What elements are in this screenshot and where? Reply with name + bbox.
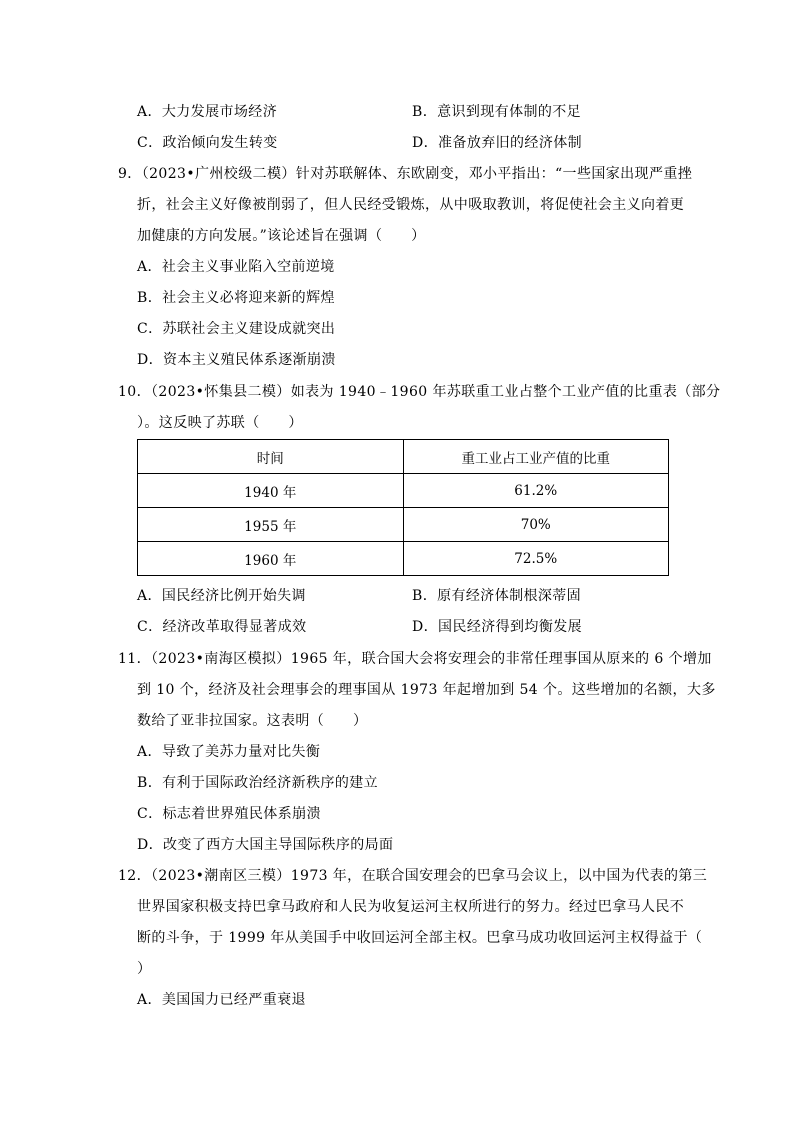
q11-option-b: B．有利于国际政治经济新秩序的建立 [137,775,379,791]
table-cell-year: 1940 年 [138,474,404,508]
q12-stem-line-2: 世界国家积极支持巴拿马政府和人民为收复运河主权所进行的努力。经过巴拿马人民不 [137,899,685,915]
q9-option-c: C．苏联社会主义建设成就突出 [137,321,336,337]
q8-option-b: B．意识到现有体制的不足 [412,104,582,120]
table-cell-share: 72.5% [403,542,669,576]
q9-stem-line-3: 加健康的方向发展。”该论述旨在强调（ ） [137,228,426,244]
table-cell-share: 70% [403,508,669,542]
q9-option-d: D．资本主义殖民体系逐渐崩溃 [137,352,336,368]
table-header-time: 时间 [138,440,404,474]
q12-stem-line-1: 12．（2023•潮南区三模）1973 年，在联合国安理会的巴拿马会议上，以中国为代表的第三 [118,868,708,884]
q12-stem-line-4: ） [137,961,152,977]
q11-option-a: A．导致了美苏力量对比失衡 [137,744,321,760]
q8-option-d: D．准备放弃旧的经济体制 [412,135,583,151]
q9-option-b: B．社会主义必将迎来新的辉煌 [137,290,335,306]
q12-option-a: A．美国国力已经严重衰退 [137,992,306,1008]
q9-stem-line-1: 9．（2023•广州校级二模）针对苏联解体、东欧剧变，邓小平指出：“一些国家出现严重挫 [118,166,693,182]
q10-stem-line-2: ）。这反映了苏联（ ） [137,415,303,431]
q9-stem-line-2: 折，社会主义好像被削弱了，但人民经受锻炼，从中吸取教训，将促使社会主义向着更 [137,197,685,213]
q12-stem-line-3: 断的斗争，于 1999 年从美国手中收回运河全部主权。巴拿马成功收回运河主权得益于（ [137,930,703,946]
q10-option-a: A．国民经济比例开始失调 [137,588,306,604]
table-header-share: 重工业占工业产值的比重 [403,440,669,474]
table-header-row [138,440,669,474]
table-cell-share: 61.2% [403,474,669,508]
q10-option-b: B．原有经济体制根深蒂固 [412,588,582,604]
table-cell-year: 1960 年 [138,542,404,576]
q10-option-c: C．经济改革取得显著成效 [137,619,307,635]
table-cell-year: 1955 年 [138,508,404,542]
q11-stem-line-1: 11．（2023•南海区模拟）1965 年，联合国大会将安理会的非常任理事国从原来的 6 个增加 [118,651,712,667]
q10-data-table [137,439,669,576]
q8-option-c: C．政治倾向发生转变 [137,135,278,151]
q11-stem-line-3: 数给了亚非拉国家。这表明（ ） [137,713,368,729]
table-row [138,542,669,576]
q9-option-a: A．社会主义事业陷入空前逆境 [137,259,335,275]
q11-stem-line-2: 到 10 个，经济及社会理事会的理事国从 1973 年起增加到 54 个。这些增加的名额，大多 [137,682,716,698]
table-row [138,474,669,508]
q11-option-d: D．改变了西方大国主导国际秩序的局面 [137,837,394,853]
q11-option-c: C．标志着世界殖民体系崩溃 [137,806,321,822]
q10-option-d: D．国民经济得到均衡发展 [412,619,583,635]
q8-option-a: A．大力发展市场经济 [137,104,278,120]
table-row [138,508,669,542]
q10-stem-line-1: 10．（2023•怀集县二模）如表为 1940﹣1960 年苏联重工业占整个工业产值的比重表（部分 [118,384,721,400]
